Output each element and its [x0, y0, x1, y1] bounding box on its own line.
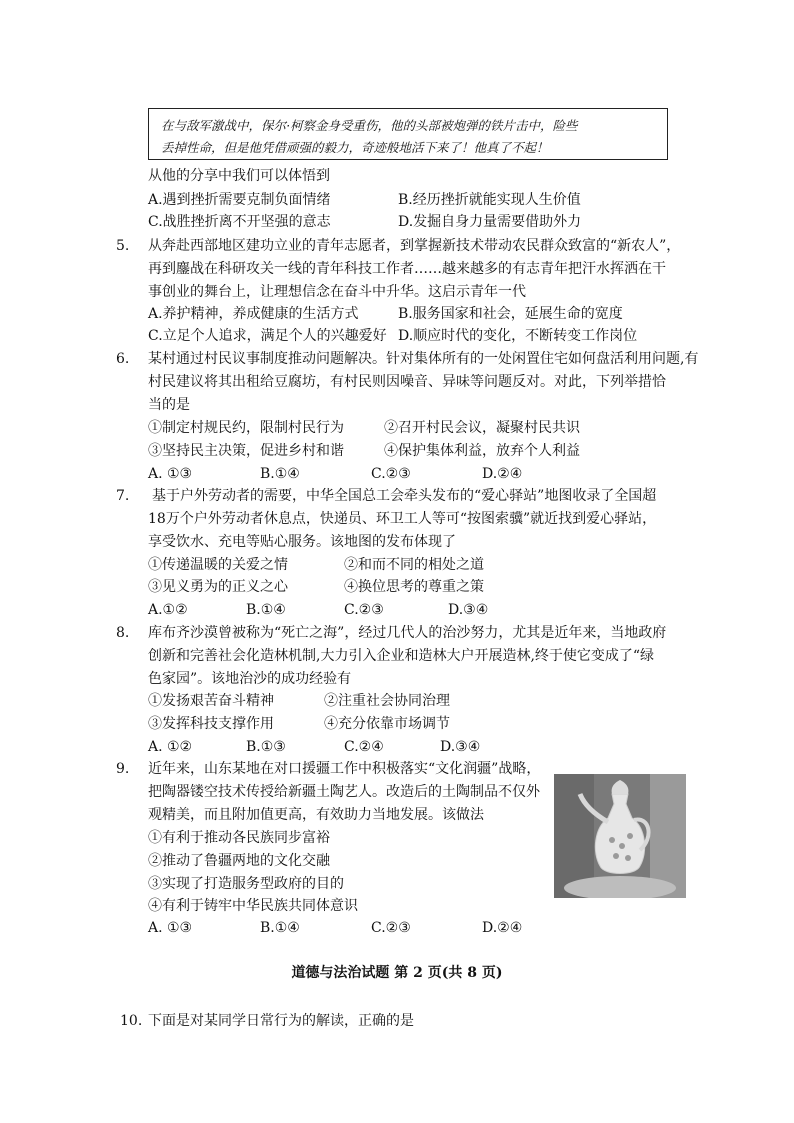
vase-pattern-dot-1 [609, 837, 615, 843]
page-footer: 道德与法治试题 第 2 页(共 8 页) [291, 965, 503, 981]
q9-statement-3: ③实现了打造服务型政府的目的 [148, 876, 344, 892]
vase-pattern-dot-2 [619, 843, 625, 849]
quote-line-2: 丢掉性命，但是他凭借顽强的毅力，奇迹般地活下来了！他真了不起！ [161, 140, 549, 155]
q8-statements-row-1 [148, 691, 708, 711]
q7-stem-line-1: 基于户外劳动者的需要，中华全国总工会牵头发布的“爱心驿站”地图收录了全国超 [152, 488, 657, 504]
q7-statements-row-2 [148, 577, 708, 597]
q7-choice-a: A.①② [148, 602, 188, 618]
q8-answer-choices [148, 737, 708, 757]
q4-option-d: D.发掘自身力量需要借助外力 [398, 214, 582, 230]
q5-number: 5. [116, 238, 130, 254]
q9-choice-b: B.①④ [260, 920, 300, 936]
q6-number: 6. [116, 351, 130, 367]
q4-option-a: A.遇到挫折需要克制负面情绪 [148, 192, 331, 208]
q5-options-row-1 [148, 304, 708, 324]
q5-option-d: D.顺应时代的变化，不断转变工作岗位 [398, 328, 638, 344]
q7-statement-3: ③见义勇为的正义之心 [148, 579, 288, 595]
q8-statement-1: ①发扬艰苦奋斗精神 [148, 693, 274, 709]
vase-pattern-dot-3 [627, 833, 633, 839]
q7-stem-line-3: 享受饮水、充电等贴心服务。该地图的发布体现了 [148, 534, 456, 550]
q9-answer-choices [148, 918, 708, 938]
q7-stem-line-2: 18万个户外劳动者休息点，快递员、环卫工人等可“按图索骥”就近找到爱心驿站， [148, 511, 657, 527]
q7-statement-1: ①传递温暖的关爱之情 [148, 557, 288, 573]
q9-choice-a: A. ①③ [148, 920, 193, 936]
q7-choice-c: C.②③ [344, 602, 384, 618]
q5-option-a: A.养护精神，养成健康的生活方式 [148, 306, 359, 322]
q6-answer-choices [148, 464, 708, 484]
q6-choice-d: D.②④ [482, 466, 523, 482]
q6-choice-a: A. ①③ [148, 466, 193, 482]
q7-choice-d: D.③④ [448, 602, 489, 618]
vase-pattern-dot-5 [625, 855, 631, 861]
q6-statement-3: ③坚持民主决策，促进乡村和谐 [148, 443, 344, 459]
q4-stem: 从他的分享中我们可以体悟到 [148, 168, 330, 184]
q6-statement-4: ④保护集体利益，放弃个人利益 [384, 443, 580, 459]
q8-statement-3: ③发挥科技支撑作用 [148, 716, 274, 732]
q7-choice-b: B.①④ [246, 602, 286, 618]
q9-number: 9. [116, 761, 130, 777]
q9-stem-line-1: 近年来，山东某地在对口援疆工作中积极落实“文化润疆”战略， [148, 761, 541, 777]
q7-answer-choices [148, 600, 708, 620]
q10-number: 10. [120, 1013, 143, 1029]
q5-options-row-2 [148, 326, 708, 346]
q9-statement-1: ①有利于推动各民族同步富裕 [148, 830, 330, 846]
q4-option-c: C.战胜挫折离不开坚强的意志 [148, 214, 331, 230]
q8-number: 8. [116, 625, 130, 641]
q9-choice-c: C.②③ [371, 920, 411, 936]
q7-number: 7. [116, 488, 130, 504]
q9-statement-4: ④有利于铸牢中华民族共同体意识 [148, 898, 358, 914]
q8-choice-c: C.②④ [344, 739, 384, 755]
q6-statements-row-2 [148, 441, 708, 461]
pottery-photo [554, 774, 686, 898]
q7-statements-row-1 [148, 555, 708, 575]
q9-statement-2: ②推动了鲁疆两地的文化交融 [148, 853, 330, 869]
q8-stem-line-1: 库布齐沙漠曾被称为“死亡之海”，经过几代人的治沙努力，尤其是近年来，当地政府 [148, 625, 667, 641]
q5-stem-line-2: 再到鏖战在科研攻关一线的青年科技工作者……越来越多的有志青年把汗水挥洒在干 [148, 261, 666, 277]
q8-choice-b: B.①③ [246, 739, 286, 755]
q8-stem-line-2: 创新和完善社会化造林机制,大力引入企业和造林大户开展造林,终于使它变成了“绿 [148, 648, 655, 664]
q9-choice-d: D.②④ [482, 920, 523, 936]
q10-stem: 下面是对某同学日常行为的解读，正确的是 [148, 1013, 414, 1029]
quote-line-1: 在与敌军激战中，保尔·柯察金身受重伤，他的头部被炮弹的铁片击中，险些 [161, 118, 578, 133]
q6-stem-line-2: 村民建议将其出租给豆腐坊，有村民则因噪音、异味等问题反对。对此，下列举措恰 [148, 374, 666, 390]
pottery-vase-illustration [554, 774, 686, 898]
q9-stem-line-3: 观精美，而且附加值更高，有效助力当地发展。该做法 [148, 807, 484, 823]
q5-stem-line-1: 从奔赴西部地区建功立业的青年志愿者，到掌握新技术带动农民群众致富的“新农人”， [148, 238, 681, 254]
q8-stem-line-3: 色家园”。该地治沙的成功经验有 [148, 671, 352, 687]
q8-statement-2: ②注重社会协同治理 [324, 693, 450, 709]
quote-box [148, 108, 668, 160]
q6-statements-row-1 [148, 418, 708, 438]
q8-statement-4: ④充分依靠市场调节 [324, 716, 450, 732]
q4-options-row-1 [148, 190, 708, 210]
vase-pattern-dot-4 [613, 853, 619, 859]
q8-statements-row-2 [148, 714, 708, 734]
q7-statement-4: ④换位思考的尊重之策 [344, 579, 484, 595]
q6-statement-2: ②召开村民会议，凝聚村民共识 [384, 420, 580, 436]
q7-statement-2: ②和而不同的相处之道 [344, 557, 484, 573]
q8-choice-d: D.③④ [440, 739, 481, 755]
q6-stem-line-3: 当的是 [148, 397, 190, 413]
q6-choice-c: C.②③ [371, 466, 411, 482]
q6-stem-line-1: 某村通过村民议事制度推动问题解决。针对集体所有的一处闲置住宅如何盘活利用问题,有 [148, 351, 699, 367]
q8-choice-a: A. ①② [148, 739, 193, 755]
q6-choice-b: B.①④ [260, 466, 300, 482]
q5-option-b: B.服务国家和社会，延展生命的宽度 [398, 306, 623, 322]
q5-stem-line-3: 事创业的舞台上，让理想信念在奋斗中升华。这启示青年一代 [148, 284, 526, 300]
q6-statement-1: ①制定村规民约，限制村民行为 [148, 420, 344, 436]
q4-options-row-2 [148, 212, 708, 232]
q5-option-c: C.立足个人追求，满足个人的兴趣爱好 [148, 328, 387, 344]
q9-stem-line-2: 把陶器镂空技术传授给新疆土陶艺人。改造后的土陶制品不仅外 [148, 784, 540, 800]
q4-option-b: B.经历挫折就能实现人生价值 [398, 192, 581, 208]
